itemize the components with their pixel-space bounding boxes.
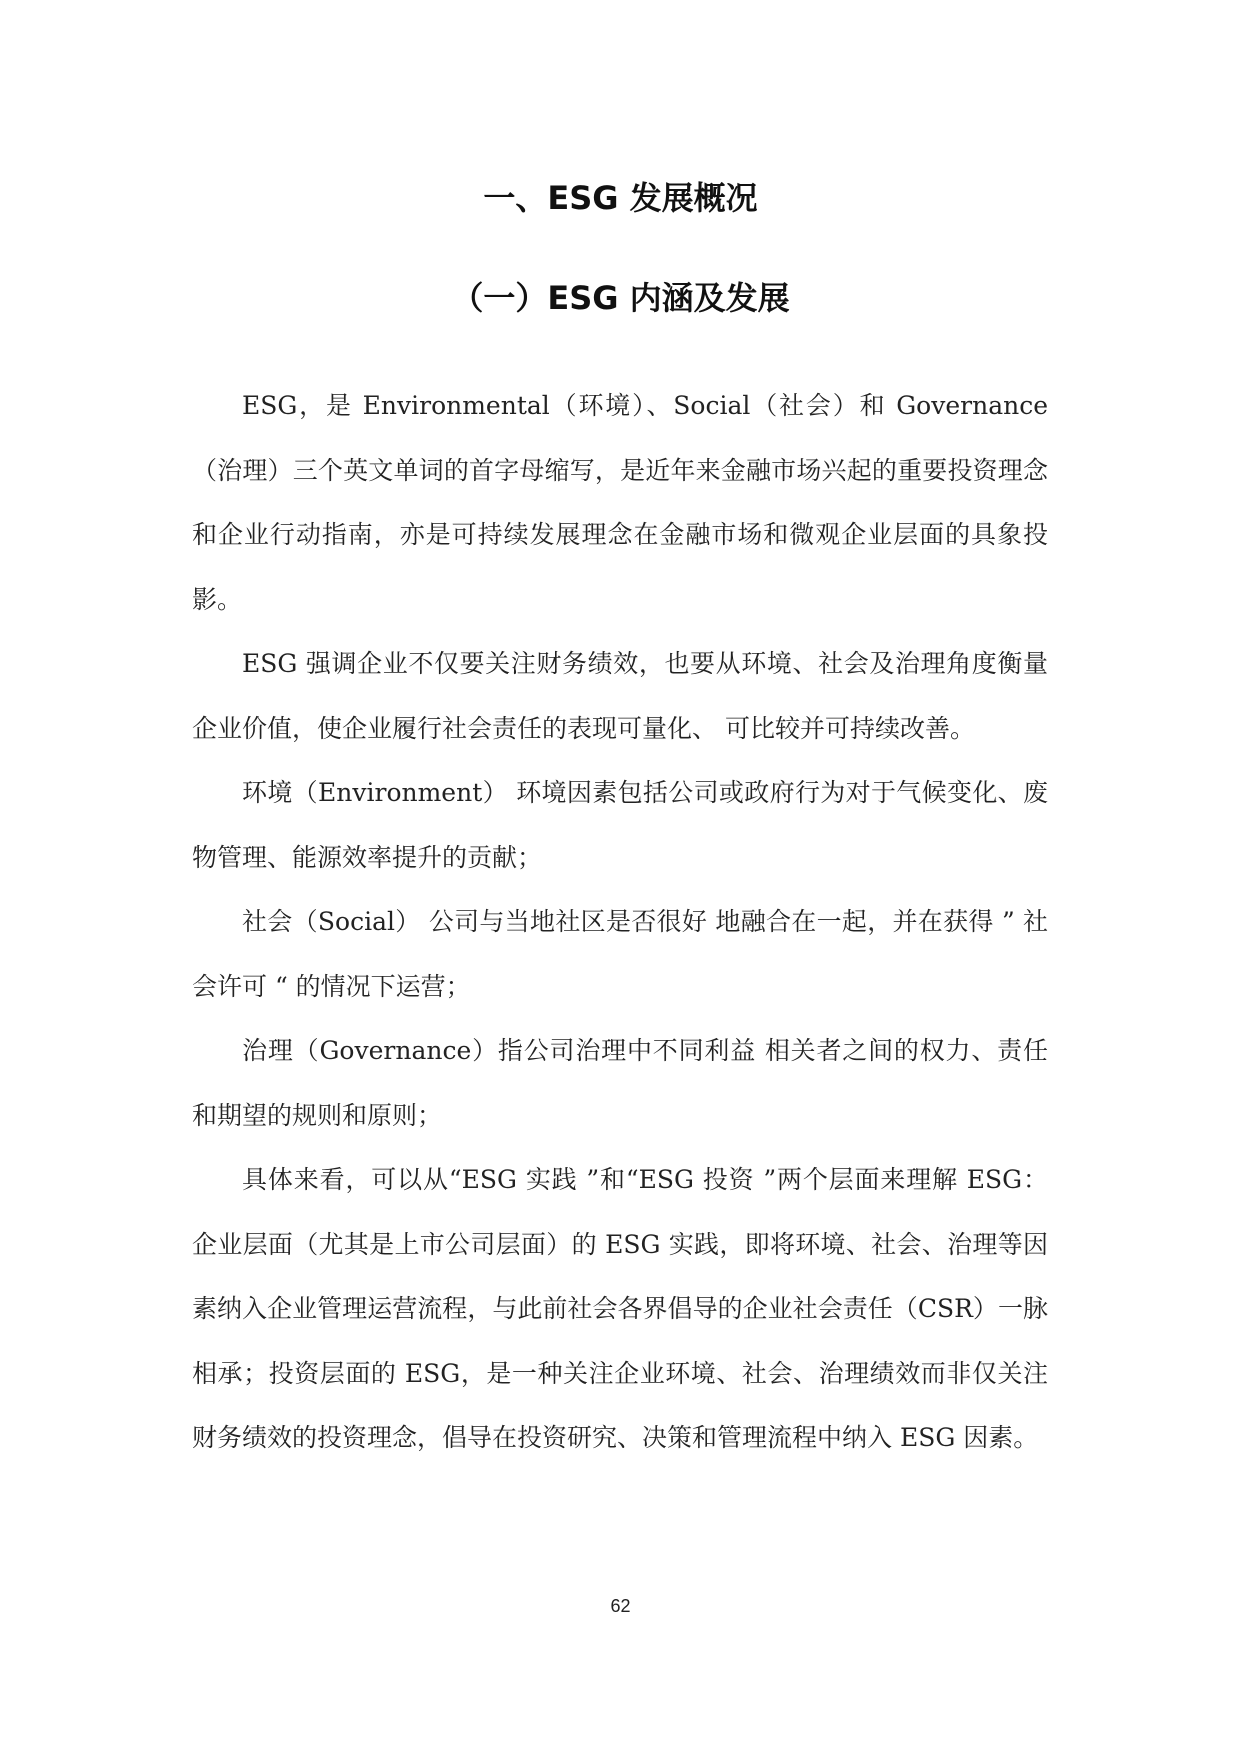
body-text bbox=[192, 374, 1048, 1471]
paragraph-governance: 治理（Governance）指公司治理中不同利益 相关者之间的权力、责任和期望的规则和原则； bbox=[192, 1036, 1048, 1130]
subsection-heading: （一）ESG 内涵及发展 bbox=[451, 279, 790, 317]
paragraph-esg-emphasis: ESG 强调企业不仅要关注财务绩效，也要从环境、社会及治理角度衡量企业价值，使企业履行社会责任的表现可量化、 可比较并可持续改善。 bbox=[192, 649, 1048, 743]
section-heading: 一、ESG 发展概况 bbox=[483, 179, 758, 217]
paragraph-esg-definition: ESG，是 Environmental（环境）、Social（社会）和 Governance（治理）三个英文单词的首字母缩写，是近年来金融市场兴起的重要投资理念和企业行动指南，亦是可持续发展理念在金融市场和微观企业层面的具象投影。 bbox=[192, 391, 1048, 614]
paragraph-esg-practice-investment: 具体来看，可以从“ESG 实践 ”和“ESG 投资 ”两个层面来理解 ESG：企业层面（尤其是上市公司层面）的 ESG 实践，即将环境、社会、治理等因素纳入企业管理运营流程，与此前社会各界倡导的企业社会责任（CSR）一脉相承；投资层面的 ESG，是一种关注企业环境、社会、治理绩效而非仅关注财务绩效的投资理念，倡导在投资研究、决策和管理流程中纳入 ESG 因素。 bbox=[192, 1165, 1048, 1452]
paragraph-social: 社会（Social） 公司与当地社区是否很好 地融合在一起，并在获得 ” 社会许可 “ 的情况下运营； bbox=[192, 907, 1048, 1001]
page-number: 62 bbox=[610, 1596, 631, 1616]
paragraph-environment: 环境（Environment） 环境因素包括公司或政府行为对于气候变化、废物管理、能源效率提升的贡献； bbox=[192, 778, 1048, 872]
